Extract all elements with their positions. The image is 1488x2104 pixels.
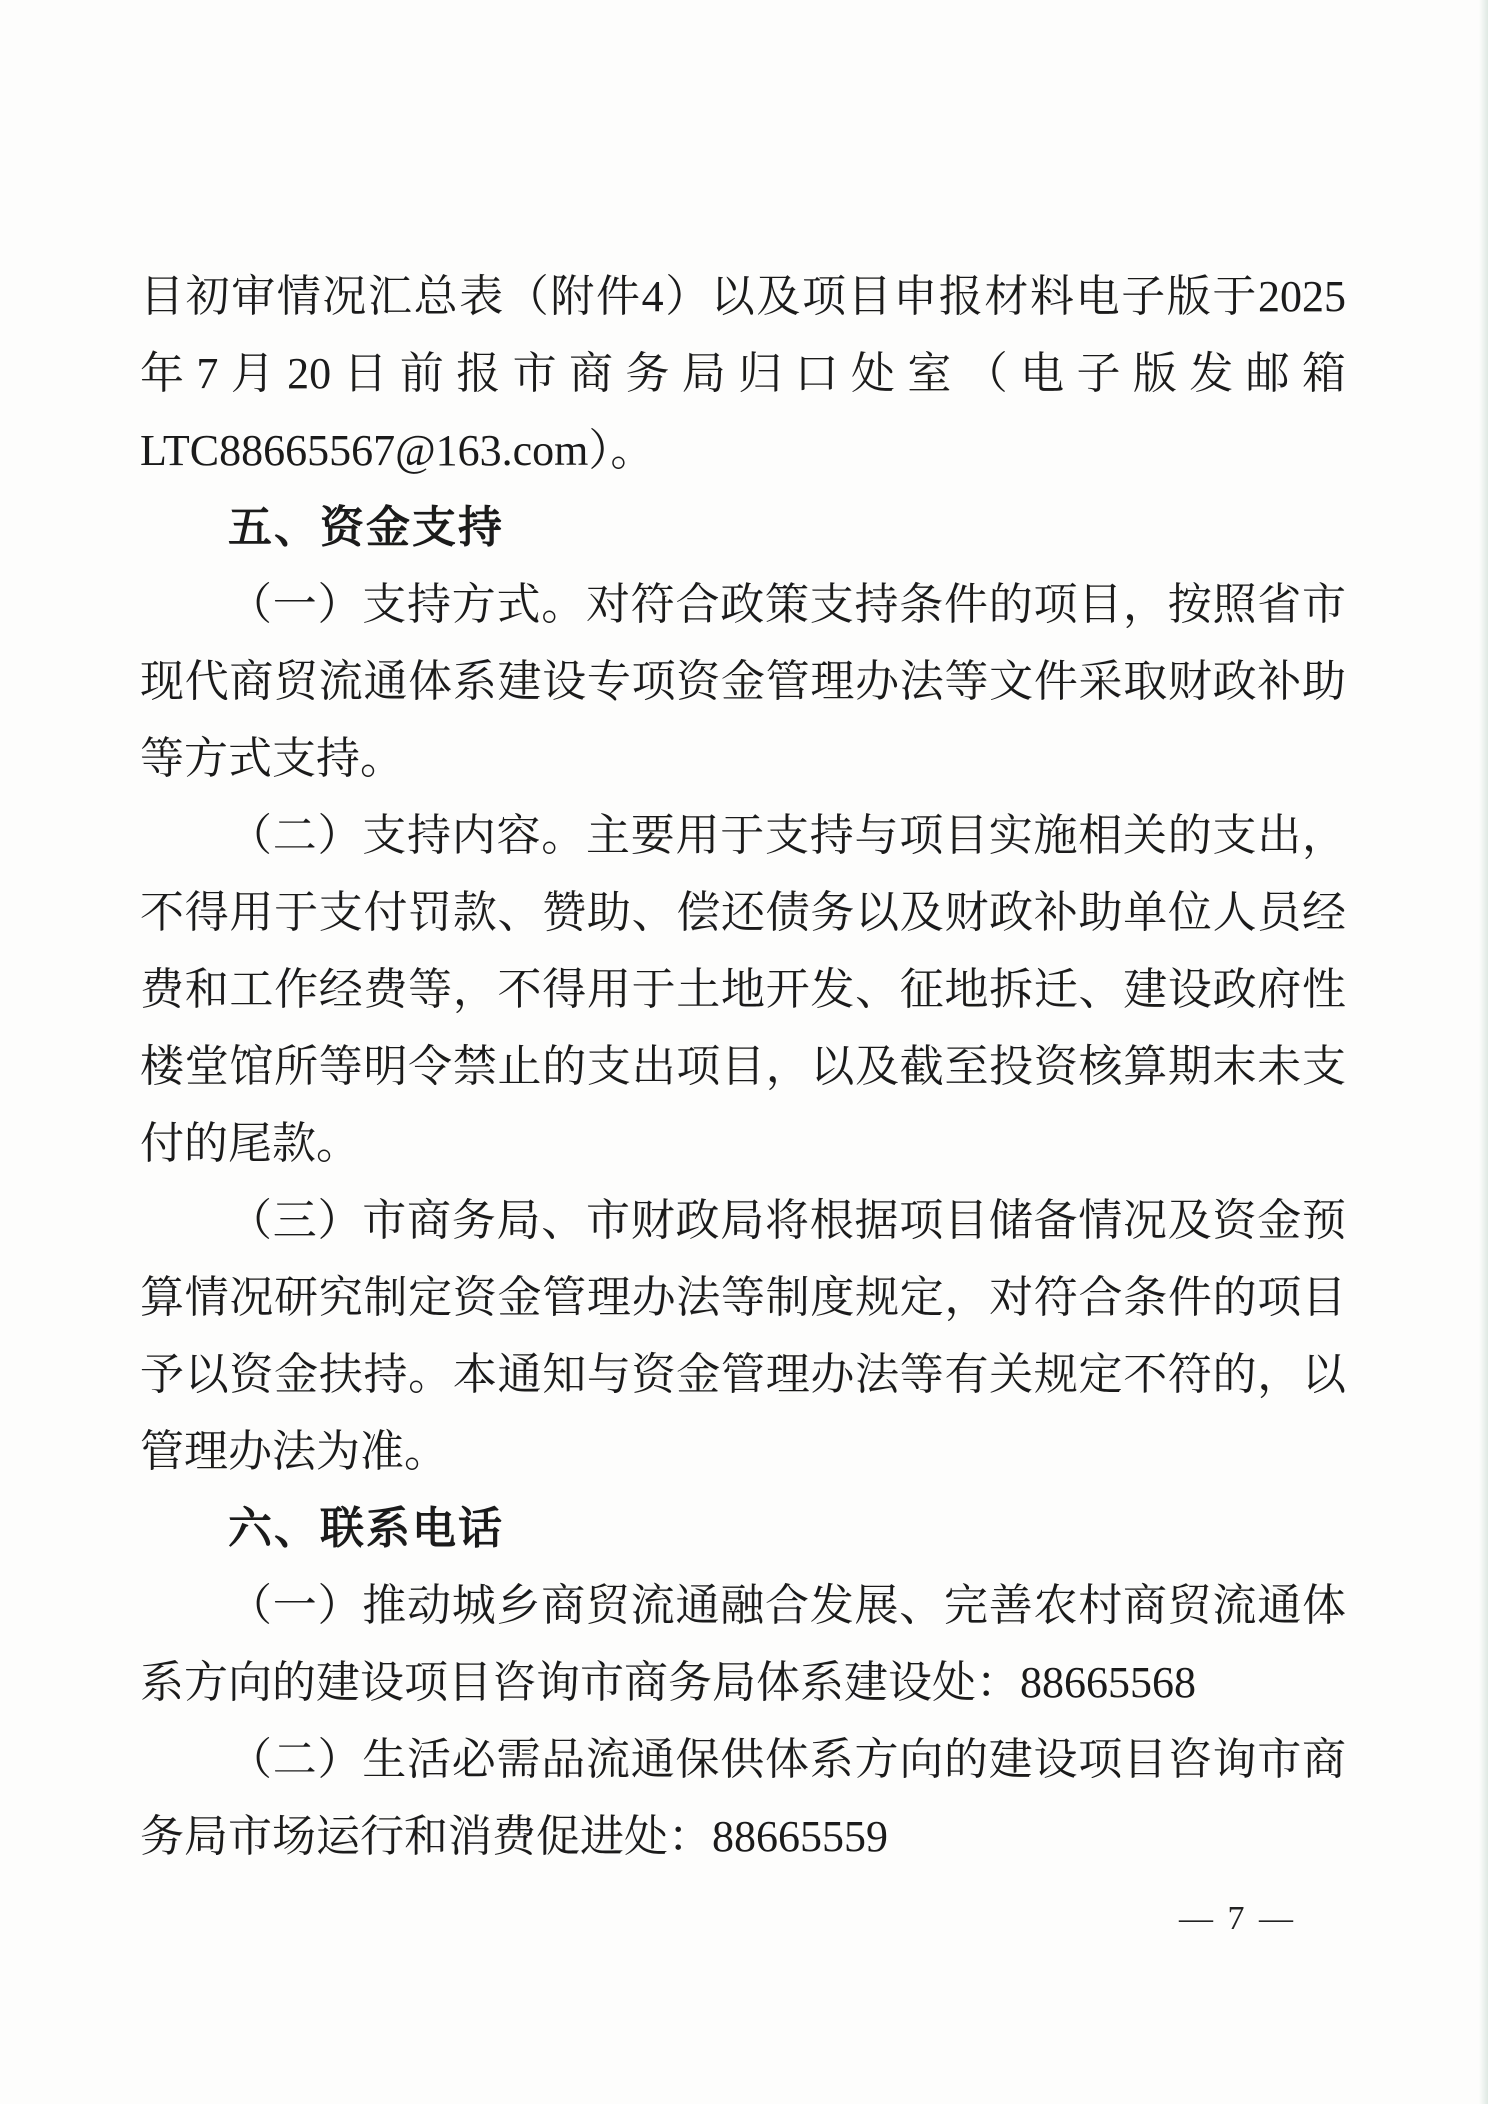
scan-edge-artifact: [1479, 0, 1488, 2104]
page-number: — 7 —: [1179, 1900, 1296, 1937]
body-line: 目初审情况汇总表（附件4）以及项目申报材料电子版于2025: [140, 272, 1346, 321]
body-line-phone-2: 务局市场运行和消费促进处：88665559: [140, 1812, 888, 1861]
body-line: （二）生活必需品流通保供体系方向的建设项目咨询市商: [228, 1735, 1346, 1784]
body-line: 年7月20日前报市商务局归口处室（电子版发邮箱: [140, 349, 1346, 398]
body-line: 现代商贸流通体系建设专项资金管理办法等文件采取财政补助: [140, 657, 1346, 706]
body-line: （三）市商务局、市财政局将根据项目储备情况及资金预: [228, 1196, 1346, 1245]
section-heading-contacts: 六、联系电话: [228, 1504, 504, 1553]
document-body: [140, 258, 1346, 1875]
body-line: 费和工作经费等，不得用于土地开发、征地拆迁、建设政府性: [140, 965, 1346, 1014]
body-line: 等方式支持。: [140, 734, 404, 783]
body-line-email: LTC88665567@163.com）。: [140, 426, 655, 475]
body-line-phone-1: 系方向的建设项目咨询市商务局体系建设处：88665568: [140, 1658, 1196, 1707]
body-line: 算情况研究制定资金管理办法等制度规定，对符合条件的项目: [140, 1273, 1346, 1322]
body-line: 楼堂馆所等明令禁止的支出项目，以及截至投资核算期末未支: [140, 1042, 1346, 1091]
body-line: （一）支持方式。对符合政策支持条件的项目，按照省市: [228, 580, 1346, 629]
body-line: （一）推动城乡商贸流通融合发展、完善农村商贸流通体: [228, 1581, 1346, 1630]
body-line: 不得用于支付罚款、赞助、偿还债务以及财政补助单位人员经: [140, 888, 1346, 937]
body-line: 予以资金扶持。本通知与资金管理办法等有关规定不符的，以: [140, 1350, 1346, 1399]
body-line: 付的尾款。: [140, 1119, 360, 1168]
body-line: 管理办法为准。: [140, 1427, 448, 1476]
section-heading-funding: 五、资金支持: [228, 503, 504, 552]
body-line: （二）支持内容。主要用于支持与项目实施相关的支出，: [228, 811, 1346, 860]
